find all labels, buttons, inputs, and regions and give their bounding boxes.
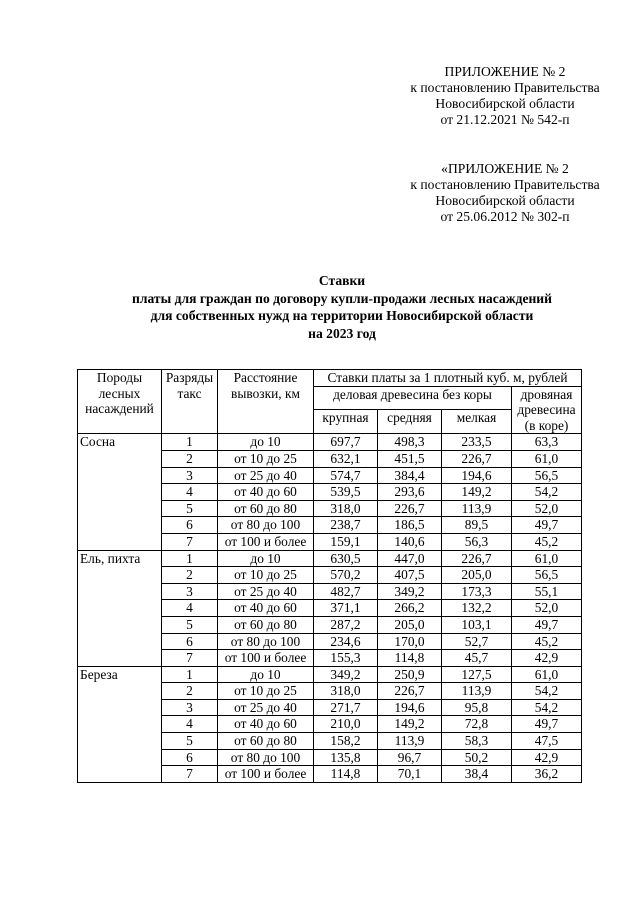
tax-class-cell: 2 bbox=[162, 450, 218, 467]
small-rate-cell: 113,9 bbox=[442, 500, 512, 517]
small-rate-cell: 113,9 bbox=[442, 683, 512, 700]
species-cell: Ель, пихта bbox=[78, 550, 162, 666]
distance-cell: от 100 и более bbox=[218, 766, 314, 783]
tax-class-cell: 5 bbox=[162, 616, 218, 633]
large-rate-cell: 697,7 bbox=[314, 434, 378, 451]
header-small: мелкая bbox=[442, 410, 512, 434]
medium-rate-cell: 170,0 bbox=[378, 633, 442, 650]
firewood-rate-cell: 54,2 bbox=[512, 699, 582, 716]
firewood-rate-cell: 52,0 bbox=[512, 600, 582, 617]
region-name: Новосибирской области bbox=[435, 96, 575, 111]
large-rate-cell: 238,7 bbox=[314, 517, 378, 534]
distance-cell: от 40 до 60 bbox=[218, 600, 314, 617]
large-rate-cell: 271,7 bbox=[314, 699, 378, 716]
small-rate-cell: 127,5 bbox=[442, 666, 512, 683]
title-line-1: Ставки bbox=[318, 273, 366, 288]
large-rate-cell: 371,1 bbox=[314, 600, 378, 617]
small-rate-cell: 132,2 bbox=[442, 600, 512, 617]
header-business-timber: деловая древесина без коры bbox=[314, 386, 512, 410]
medium-rate-cell: 140,6 bbox=[378, 533, 442, 550]
tax-class-cell: 4 bbox=[162, 600, 218, 617]
resolution-ref: к постановлению Правительства bbox=[410, 80, 600, 95]
region-name: Новосибирской области bbox=[435, 193, 575, 208]
header-rates: Ставки платы за 1 плотный куб. м, рублей bbox=[314, 370, 582, 387]
firewood-rate-cell: 49,7 bbox=[512, 616, 582, 633]
small-rate-cell: 226,7 bbox=[442, 550, 512, 567]
distance-cell: от 100 и более bbox=[218, 533, 314, 550]
medium-rate-cell: 498,3 bbox=[378, 434, 442, 451]
large-rate-cell: 158,2 bbox=[314, 733, 378, 750]
distance-cell: от 10 до 25 bbox=[218, 450, 314, 467]
medium-rate-cell: 293,6 bbox=[378, 484, 442, 501]
tax-class-cell: 7 bbox=[162, 650, 218, 667]
species-cell: Береза bbox=[78, 666, 162, 782]
small-rate-cell: 50,2 bbox=[442, 749, 512, 766]
distance-cell: от 25 до 40 bbox=[218, 467, 314, 484]
tax-class-cell: 1 bbox=[162, 434, 218, 451]
firewood-rate-cell: 61,0 bbox=[512, 550, 582, 567]
medium-rate-cell: 447,0 bbox=[378, 550, 442, 567]
firewood-rate-cell: 49,7 bbox=[512, 517, 582, 534]
medium-rate-cell: 407,5 bbox=[378, 567, 442, 584]
medium-rate-cell: 70,1 bbox=[378, 766, 442, 783]
medium-rate-cell: 114,8 bbox=[378, 650, 442, 667]
species-cell: Сосна bbox=[78, 434, 162, 550]
small-rate-cell: 95,8 bbox=[442, 699, 512, 716]
large-rate-cell: 570,2 bbox=[314, 567, 378, 584]
small-rate-cell: 205,0 bbox=[442, 567, 512, 584]
header-medium: средняя bbox=[378, 410, 442, 434]
distance-cell: от 80 до 100 bbox=[218, 749, 314, 766]
large-rate-cell: 630,5 bbox=[314, 550, 378, 567]
distance-cell: от 25 до 40 bbox=[218, 699, 314, 716]
medium-rate-cell: 451,5 bbox=[378, 450, 442, 467]
small-rate-cell: 103,1 bbox=[442, 616, 512, 633]
distance-cell: до 10 bbox=[218, 550, 314, 567]
rates-table bbox=[77, 369, 582, 783]
medium-rate-cell: 266,2 bbox=[378, 600, 442, 617]
title-line-3: для собственных нужд на территории Новосибирской области bbox=[150, 308, 534, 323]
small-rate-cell: 233,5 bbox=[442, 434, 512, 451]
small-rate-cell: 52,7 bbox=[442, 633, 512, 650]
header-distance: Расстояние вывозки, км bbox=[218, 370, 314, 434]
large-rate-cell: 155,3 bbox=[314, 650, 378, 667]
small-rate-cell: 194,6 bbox=[442, 467, 512, 484]
tax-class-cell: 6 bbox=[162, 749, 218, 766]
firewood-rate-cell: 52,0 bbox=[512, 500, 582, 517]
distance-cell: от 25 до 40 bbox=[218, 583, 314, 600]
firewood-rate-cell: 42,9 bbox=[512, 749, 582, 766]
tax-class-cell: 6 bbox=[162, 517, 218, 534]
header-large: крупная bbox=[314, 410, 378, 434]
tax-class-cell: 5 bbox=[162, 733, 218, 750]
firewood-rate-cell: 49,7 bbox=[512, 716, 582, 733]
header-firewood: дровяная древесина (в коре) bbox=[512, 386, 582, 434]
firewood-rate-cell: 56,5 bbox=[512, 567, 582, 584]
large-rate-cell: 574,7 bbox=[314, 467, 378, 484]
approval-header-original bbox=[380, 161, 630, 225]
distance-cell: от 60 до 80 bbox=[218, 733, 314, 750]
medium-rate-cell: 349,2 bbox=[378, 583, 442, 600]
title-line-4: на 2023 год bbox=[308, 325, 376, 341]
firewood-rate-cell: 36,2 bbox=[512, 766, 582, 783]
tax-class-cell: 6 bbox=[162, 633, 218, 650]
table-header bbox=[78, 370, 582, 434]
firewood-rate-cell: 45,2 bbox=[512, 633, 582, 650]
medium-rate-cell: 226,7 bbox=[378, 500, 442, 517]
distance-cell: от 40 до 60 bbox=[218, 716, 314, 733]
medium-rate-cell: 113,9 bbox=[378, 733, 442, 750]
small-rate-cell: 173,3 bbox=[442, 583, 512, 600]
firewood-rate-cell: 56,5 bbox=[512, 467, 582, 484]
distance-cell: от 10 до 25 bbox=[218, 683, 314, 700]
large-rate-cell: 135,8 bbox=[314, 749, 378, 766]
header-species: Породы лесных насаждений bbox=[78, 370, 162, 434]
header-class: Разряды такс bbox=[162, 370, 218, 434]
resolution-date: от 25.06.2012 № 302-п bbox=[440, 209, 570, 224]
large-rate-cell: 114,8 bbox=[314, 766, 378, 783]
distance-cell: от 10 до 25 bbox=[218, 567, 314, 584]
medium-rate-cell: 194,6 bbox=[378, 699, 442, 716]
firewood-rate-cell: 42,9 bbox=[512, 650, 582, 667]
tax-class-cell: 7 bbox=[162, 533, 218, 550]
medium-rate-cell: 205,0 bbox=[378, 616, 442, 633]
large-rate-cell: 159,1 bbox=[314, 533, 378, 550]
medium-rate-cell: 226,7 bbox=[378, 683, 442, 700]
large-rate-cell: 482,7 bbox=[314, 583, 378, 600]
tax-class-cell: 3 bbox=[162, 467, 218, 484]
small-rate-cell: 56,3 bbox=[442, 533, 512, 550]
small-rate-cell: 226,7 bbox=[442, 450, 512, 467]
small-rate-cell: 89,5 bbox=[442, 517, 512, 534]
tax-class-cell: 2 bbox=[162, 567, 218, 584]
distance-cell: от 60 до 80 bbox=[218, 500, 314, 517]
medium-rate-cell: 149,2 bbox=[378, 716, 442, 733]
approval-header-current bbox=[380, 64, 630, 128]
large-rate-cell: 318,0 bbox=[314, 500, 378, 517]
distance-cell: до 10 bbox=[218, 666, 314, 683]
distance-cell: от 40 до 60 bbox=[218, 484, 314, 501]
appendix-label: «ПРИЛОЖЕНИЕ № 2 bbox=[441, 161, 569, 176]
distance-cell: от 100 и более bbox=[218, 650, 314, 667]
small-rate-cell: 149,2 bbox=[442, 484, 512, 501]
resolution-ref: к постановлению Правительства bbox=[410, 177, 600, 192]
resolution-date: от 21.12.2021 № 542-п bbox=[440, 112, 570, 127]
large-rate-cell: 632,1 bbox=[314, 450, 378, 467]
firewood-rate-cell: 63,3 bbox=[512, 434, 582, 451]
tax-class-cell: 5 bbox=[162, 500, 218, 517]
tax-class-cell: 3 bbox=[162, 699, 218, 716]
firewood-rate-cell: 47,5 bbox=[512, 733, 582, 750]
large-rate-cell: 210,0 bbox=[314, 716, 378, 733]
large-rate-cell: 349,2 bbox=[314, 666, 378, 683]
large-rate-cell: 234,6 bbox=[314, 633, 378, 650]
medium-rate-cell: 384,4 bbox=[378, 467, 442, 484]
firewood-rate-cell: 54,2 bbox=[512, 683, 582, 700]
tax-class-cell: 3 bbox=[162, 583, 218, 600]
document-title bbox=[40, 272, 640, 342]
distance-cell: от 80 до 100 bbox=[218, 517, 314, 534]
title-line-2: платы для граждан по договору купли-продажи лесных насаждений bbox=[132, 290, 552, 306]
large-rate-cell: 539,5 bbox=[314, 484, 378, 501]
medium-rate-cell: 186,5 bbox=[378, 517, 442, 534]
small-rate-cell: 58,3 bbox=[442, 733, 512, 750]
medium-rate-cell: 250,9 bbox=[378, 666, 442, 683]
firewood-rate-cell: 61,0 bbox=[512, 450, 582, 467]
table-row bbox=[78, 434, 582, 451]
small-rate-cell: 38,4 bbox=[442, 766, 512, 783]
distance-cell: от 60 до 80 bbox=[218, 616, 314, 633]
appendix-label: ПРИЛОЖЕНИЕ № 2 bbox=[444, 64, 566, 79]
firewood-rate-cell: 55,1 bbox=[512, 583, 582, 600]
firewood-rate-cell: 45,2 bbox=[512, 533, 582, 550]
firewood-rate-cell: 54,2 bbox=[512, 484, 582, 501]
distance-cell: от 80 до 100 bbox=[218, 633, 314, 650]
tax-class-cell: 1 bbox=[162, 666, 218, 683]
distance-cell: до 10 bbox=[218, 434, 314, 451]
large-rate-cell: 318,0 bbox=[314, 683, 378, 700]
large-rate-cell: 287,2 bbox=[314, 616, 378, 633]
tax-class-cell: 1 bbox=[162, 550, 218, 567]
table-row bbox=[78, 666, 582, 683]
tax-class-cell: 7 bbox=[162, 766, 218, 783]
table-row bbox=[78, 550, 582, 567]
table-body bbox=[78, 434, 582, 782]
medium-rate-cell: 96,7 bbox=[378, 749, 442, 766]
firewood-rate-cell: 61,0 bbox=[512, 666, 582, 683]
small-rate-cell: 72,8 bbox=[442, 716, 512, 733]
tax-class-cell: 4 bbox=[162, 484, 218, 501]
tax-class-cell: 2 bbox=[162, 683, 218, 700]
tax-class-cell: 4 bbox=[162, 716, 218, 733]
small-rate-cell: 45,7 bbox=[442, 650, 512, 667]
